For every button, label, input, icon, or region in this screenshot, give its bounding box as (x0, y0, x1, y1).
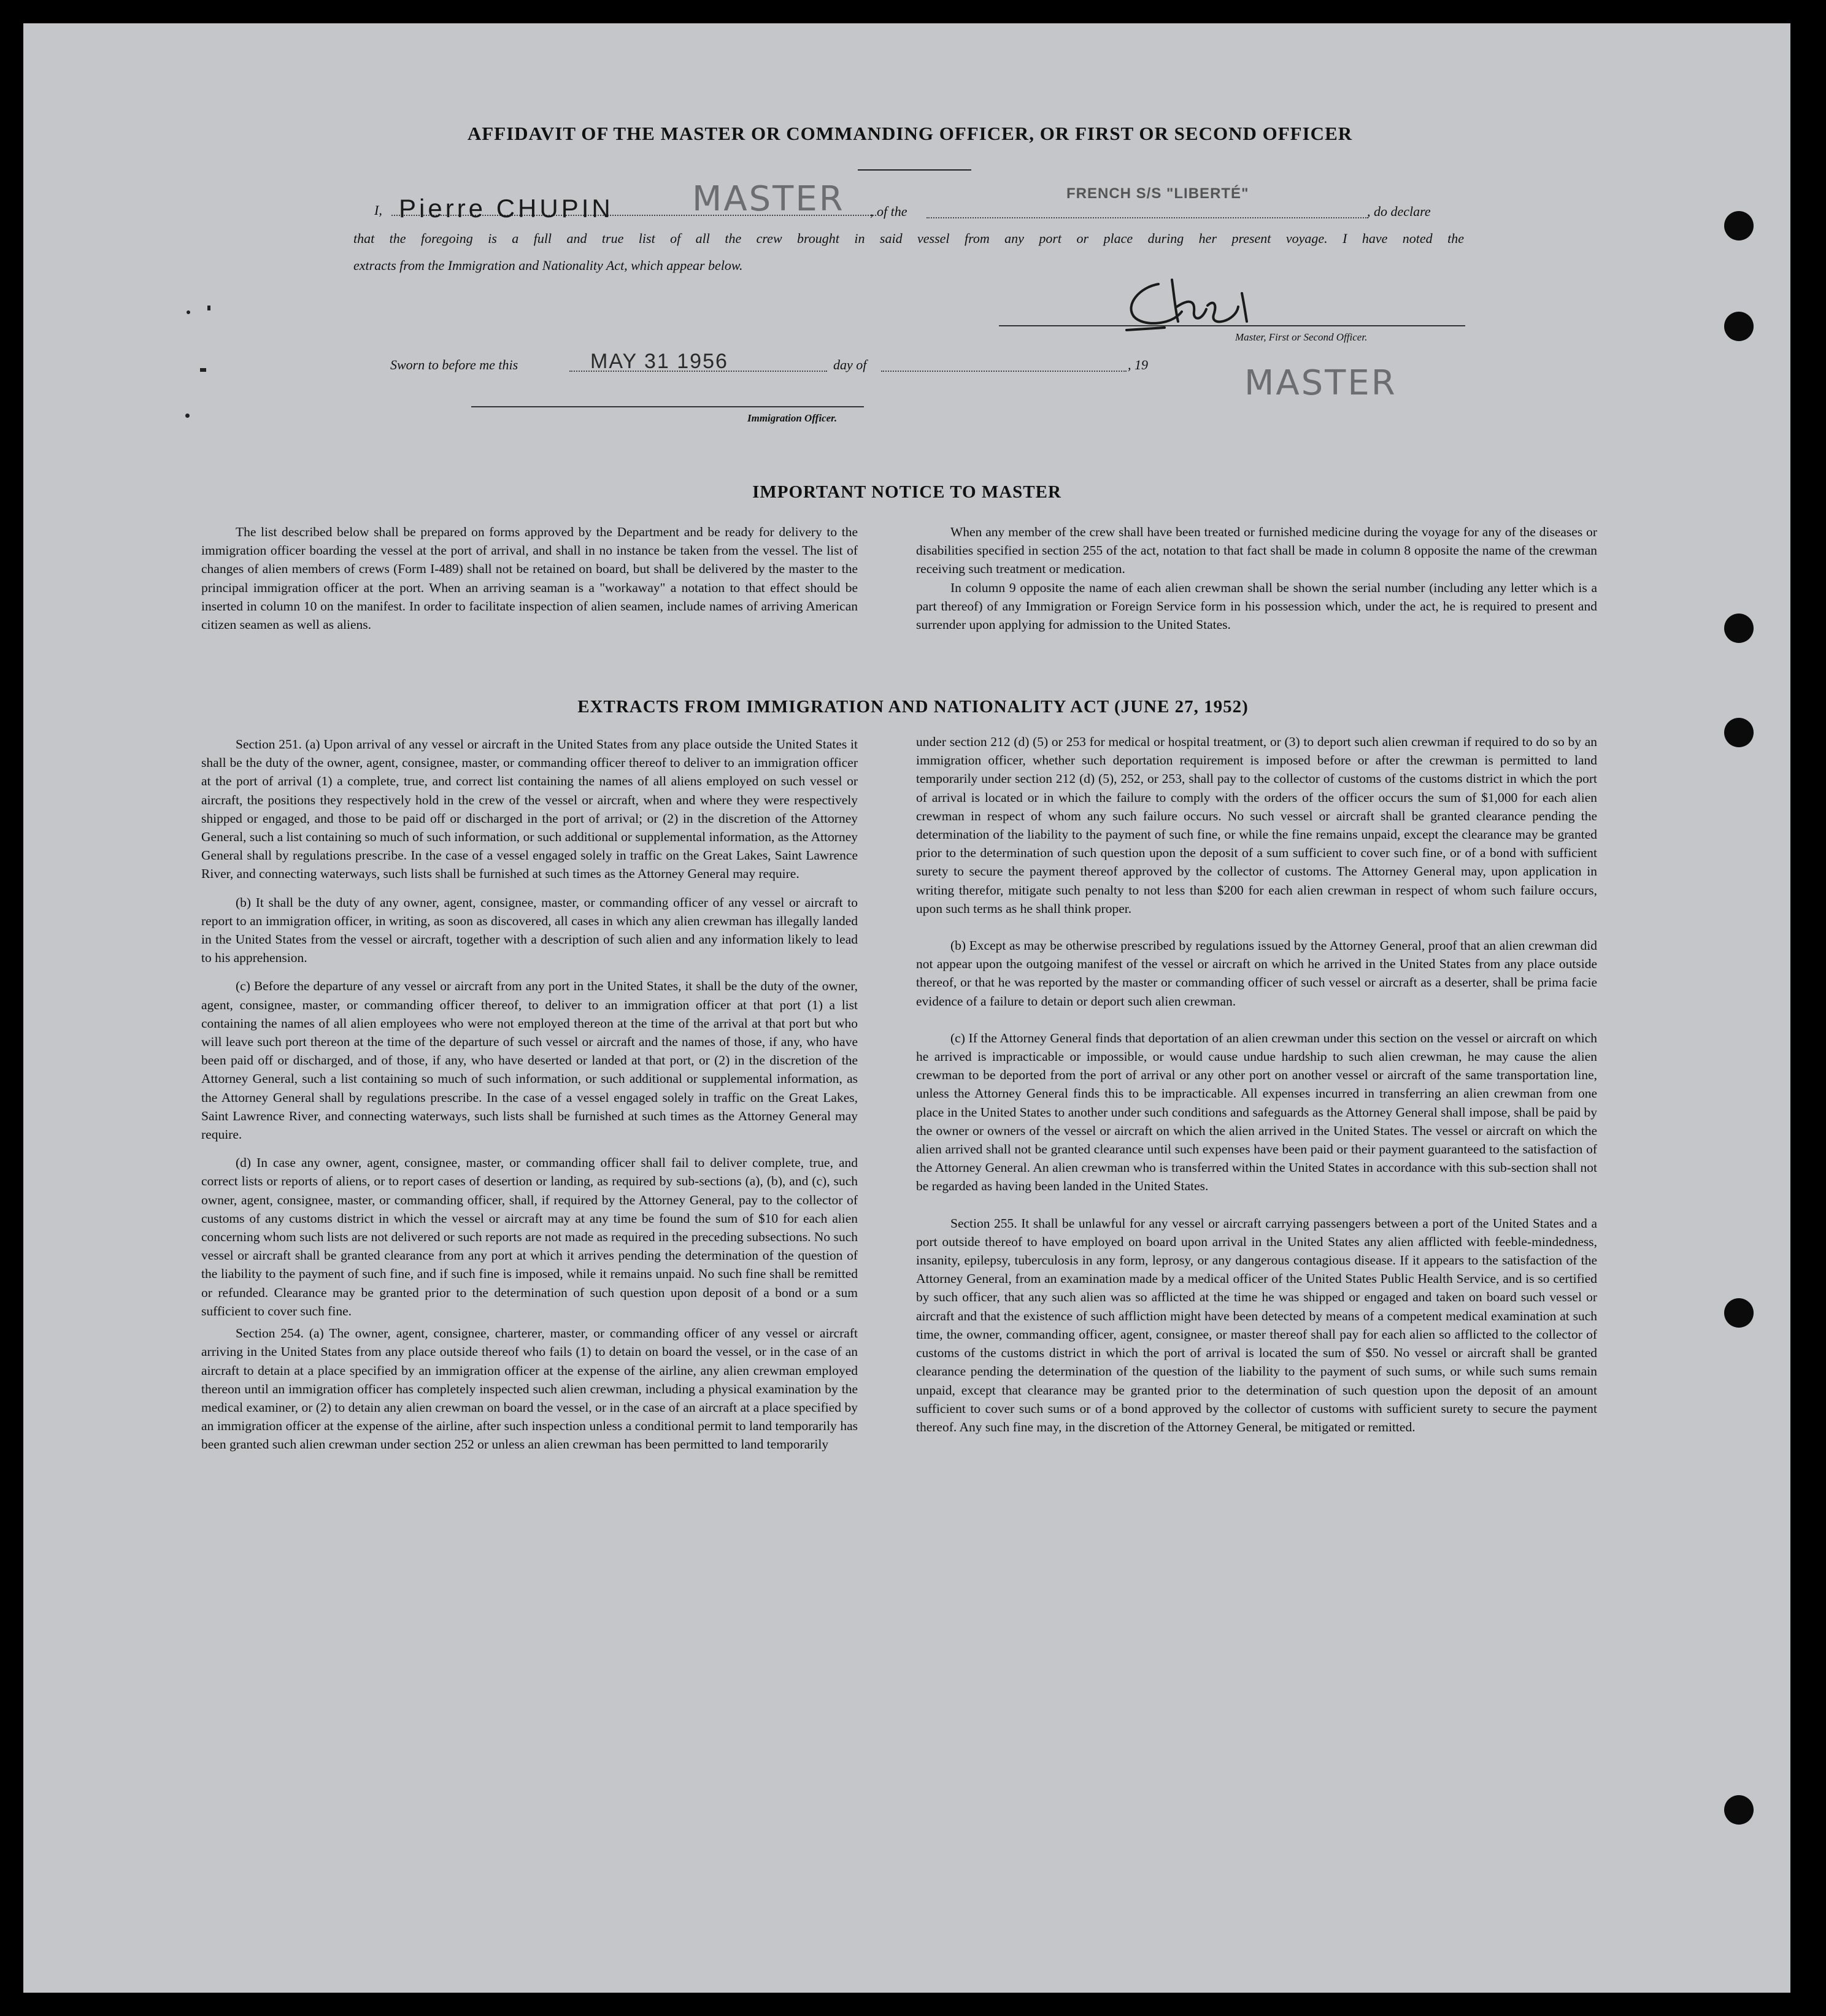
notice-right-paragraph-1: When any member of the crew shall have been treated or furnished medicine during the voyage for any of the diseases or disabilities specified in section 255 of the act, notation to that fact shall be made in column 8 opposite the name of the crewman receiving such treatment or medication. (916, 525, 1597, 577)
notice-title: IMPORTANT NOTICE TO MASTER (752, 482, 1061, 502)
name-title-stamp: MASTER (692, 179, 845, 219)
notice-left-paragraph: The list described below shall be prepared on forms approved by the Department and be ready for delivery to the immigration officer boarding the vessel at the port of arrival, and shall in no instance be taken from the vessel. The list of changes of alien members of crews (Form I-489) shall not be retained on board, but shall be delivered by the master to the principal immigration officer at the port. When an arriving seaman is a "workaway" a notation to that effect should be inserted in column 10 on the manifest. In order to facilitate inspection of alien seamen, include names of arriving American citizen seamen as well as aliens. (201, 525, 858, 633)
scan-speck (187, 310, 190, 314)
section-251-a: Section 251. (a) Upon arrival of any vessel or aircraft in the United States from any place outside the United States it shall be the duty of the owner, agent, consignee, master, or commanding officer thereof to deliver to an immigration officer at the port of arrival (1) a complete, true, and correct list containing the names of all aliens employed on such vessel or aircraft, the positions they respectively hold in the crew of the vessel or aircraft, when and where they were respectively shipped or engaged, and those to be paid off or discharged in the port of arrival; or (2) in the discretion of the Attorney General, such a list containing so much of such information, or such additional or supplemental information, as the Attorney General shall by regulations prescribe. In the case of a vessel engaged solely in traffic on the Great Lakes, Saint Lawrence River, and connecting waterways, such lists shall be furnished at such times as the Attorney General may require. (201, 737, 858, 882)
vessel-name: FRENCH S/S "LIBERTÉ" (1066, 185, 1249, 202)
officer-caption: Immigration Officer. (747, 412, 838, 424)
notice-left-column (201, 523, 858, 644)
section-251-d: (d) In case any owner, agent, consignee, master, or commanding officer shall fail to deliver complete, true, and correct lists or reports of aliens, or to report cases of desertion or landing, as required by sub-sections (a), (b), and (c), such owner, agent, consignee, master, or commanding officer, shall, if required by the Attorney General, pay to the collector of customs of any customs district in which the vessel or aircraft may at any time be found the sum of $10 for each alien concerning whom such lists are not delivered or such reports are not made as required in the preceding subsections. No such vessel or aircraft shall be granted clearance from any port at which it arrives pending the determination of the question of the liability to the payment of such fine, and if such fine is imposed, while it remains unpaid. No such fine shall be remitted or refunded. Clearance may be granted prior to the determination of such question upon deposit of a bond or a sum sufficient to cover such fine. (201, 1155, 858, 1318)
section-254-b: (b) Except as may be otherwise prescribed by regulations issued by the Attorney General, proof that an alien crewman did not appear upon the outgoing manifest of the vessel or aircraft on which he arrived in the United States from any place outside thereof, or that he was reported by the master or commanding officer of such vessel or aircraft as a deserter, shall be prima facie evidence of a failure to detain or deport such alien crewman. (916, 938, 1597, 1009)
year-prefix: , 19 (1128, 357, 1148, 372)
notice-right-column (916, 523, 1597, 644)
day-of-label: day of (833, 357, 867, 372)
do-declare-label: , do declare (1367, 204, 1431, 219)
binder-hole (1724, 1298, 1754, 1328)
binder-hole (1724, 211, 1754, 240)
section-251-b: (b) It shall be the duty of any owner, agent, consignee, master, or commanding officer of any vessel or aircraft to report to an immigration officer, in writing, as soon as discovered, all cases in which any alien crewman has illegally landed in the United States from the vessel or aircraft, together with a description of such alien and any information likely to lead to his apprehension. (201, 895, 858, 966)
section-254-c: (c) If the Attorney General finds that deportation of an alien crewman under this section on the vessel or aircraft on which he arrived is impracticable or impossible, or would cause undue hardship to such alien crewman, he may cause the alien crewman to be deported from the port of arrival or any other port on another vessel or aircraft of the same transportation line, unless the Attorney General finds this to be impracticable. All expenses incurred in transferring an alien crewman from one place in the United States to another under such conditions and safeguards as the Attorney General shall impose, shall be paid by the owner or owners of the vessel or aircraft on which the alien arrived in the United States. The vessel or aircraft on which the alien arrived shall not be granted clearance until such expenses have been paid or their payment guaranteed to the satisfaction of the Attorney General. An alien crewman who is transferred within the United States in accordance with this sub-section shall not be regarded as having been landed in the United States. (916, 1030, 1597, 1194)
section-254-a: Section 254. (a) The owner, agent, consignee, charterer, master, or commanding officer of any vessel or aircraft arriving in the United States from any place outside thereof who fails (1) to detain on board the vessel, or in the case of an aircraft to detain at a place specified by an immigration officer at the expense of the airline, any alien crewman employed thereon until an immigration officer has completely inspected such alien crewman, including a physical examination by the medical examiner, or (2) to detain any alien crewman on board the vessel, or in the case of an aircraft at a place specified by an immigration officer at the expense of the airline, after such inspection unless a conditional permit to land temporarily has been granted such alien crewman under section 252 or unless an alien crewman has been permitted to land temporarily (201, 1326, 858, 1452)
section-254-a-continued: under section 212 (d) (5) or 253 for medical or hospital treatment, or (3) to deport such alien crewman if required to do so by an immigration officer, whether such deportation requirement is imposed before or after the crewman is permitted to land temporarily under section 212 (d) (5), 252, or 253, shall pay to the collector of customs of the customs district in which the port of arrival is located or in which the failure to comply with the orders of the officer occurs the sum of $1,000 for each alien crewman in respect of whom any such failure occurs. No such vessel or aircraft shall be granted clearance pending the determination of the liability to the payment of such fine, or while the fine remains unpaid, except the clearance may be granted prior to the determination of such question upon the deposit of a sum sufficient to cover such fine, or of a bond with sufficient surety to secure the payment thereof approved by the collector of customs. The Attorney General may, upon application in writing therefor, mitigate such penalty to not less than $200 for each alien crewman in respect of whom such failure occurs, upon such terms as he shall think proper. (916, 734, 1597, 916)
affidavit-title: AFFIDAVIT OF THE MASTER OR COMMANDING OFFICER, OR FIRST OR SECOND OFFICER (467, 123, 1353, 144)
notice-right-paragraph-2: In column 9 opposite the name of each alien crewman shall be shown the serial number (including any letter which is a part thereof) of any Immigration or Foreign Service form in his possession which, under the act, he is required to present and surrender upon applying for admission to the United States. (916, 580, 1597, 633)
binder-hole (1724, 312, 1754, 341)
day-of-line (881, 371, 1127, 372)
section-255: Section 255. It shall be unlawful for any vessel or aircraft carrying passengers between a port of the United States and a port outside thereof to have employed on board upon arrival in the United States any alien afflicted with feeble-mindedness, insanity, epilepsy, tuberculosis in any form, leprosy, or any dangerous contagious disease. If it appears to the satisfaction of the Attorney General, from an examination made by a medical officer of the United States Public Health Service, and is so certified by such officer, that any such alien was so afflicted at the time he was shipped or engaged and taken on board such vessel or aircraft and that the existence of such affliction might have been detected by means of a competent medical examination at such time, the owner, commanding officer, agent, consignee, or master thereof shall pay for each alien so afflicted to the collector of customs of the customs district in which the port of arrival is located the sum of $50. No vessel or aircraft shall be granted clearance pending the determination of the question of the liability to the payment of such sums, or while such sums remain unpaid, except that clearance may be granted prior to the determination of such question upon the deposit of an amount sufficient to cover such sums or of a bond approved by the collector of customs with sufficient surety to secure the payment thereof. Any such fine may, in the discretion of the Attorney General, be mitigated or remitted. (916, 1215, 1597, 1434)
declaration-line-1: that the foregoing is a full and true list of all the crew brought in said vessel from any port or place during her present voyage. I have noted the (353, 231, 1464, 246)
title-rule (858, 169, 971, 171)
scan-speck (200, 368, 206, 372)
document-page (23, 23, 1790, 1993)
sworn-date-stamp: MAY 31 1956 (590, 350, 728, 373)
officer-rule (471, 406, 864, 407)
master-stamp: MASTER (1244, 363, 1397, 403)
of-the-label: , of the (870, 204, 907, 219)
extracts-left-column (201, 735, 858, 1464)
extracts-right-column (916, 733, 1597, 1446)
scan-speck (185, 414, 190, 418)
master-name: Pierre CHUPIN (399, 194, 614, 223)
declaration-line-2: extracts from the Immigration and Nationality Act, which appear below. (353, 258, 743, 273)
vessel-line (926, 217, 1368, 218)
section-251-c: (c) Before the departure of any vessel or aircraft from any port in the United States, it shall be the duty of the owner, agent, consignee, master, or commanding officer thereof, to deliver to an immigration officer at that port (1) a list containing the names of all alien employees who were not employed thereon at the time of the arrival at that port but who will leave such port thereon at the time of the departure of such vessel or aircraft and the names of those, if any, who have been paid off or discharged, and of those, if any, who have deserted or landed at that port, or (2) in the discretion of the Attorney General, such a list containing so much of such information, or such additional or supplemental information, as the Attorney General shall by regulations prescribe. In the case of a vessel engaged solely in traffic on the Great Lakes, Saint Lawrence River, and connecting waterways, such lists shall be furnished at such times as the Attorney General may require. (201, 979, 858, 1142)
signature-caption: Master, First or Second Officer. (1235, 331, 1368, 343)
signature-rule (999, 325, 1465, 326)
binder-hole (1724, 1795, 1754, 1825)
i-label: I, (374, 202, 382, 218)
binder-hole (1724, 614, 1754, 643)
scan-speck (207, 306, 210, 310)
extracts-title: EXTRACTS FROM IMMIGRATION AND NATIONALITY ACT (JUNE 27, 1952) (577, 697, 1249, 717)
sworn-label: Sworn to before me this (390, 357, 518, 372)
binder-hole (1724, 718, 1754, 747)
